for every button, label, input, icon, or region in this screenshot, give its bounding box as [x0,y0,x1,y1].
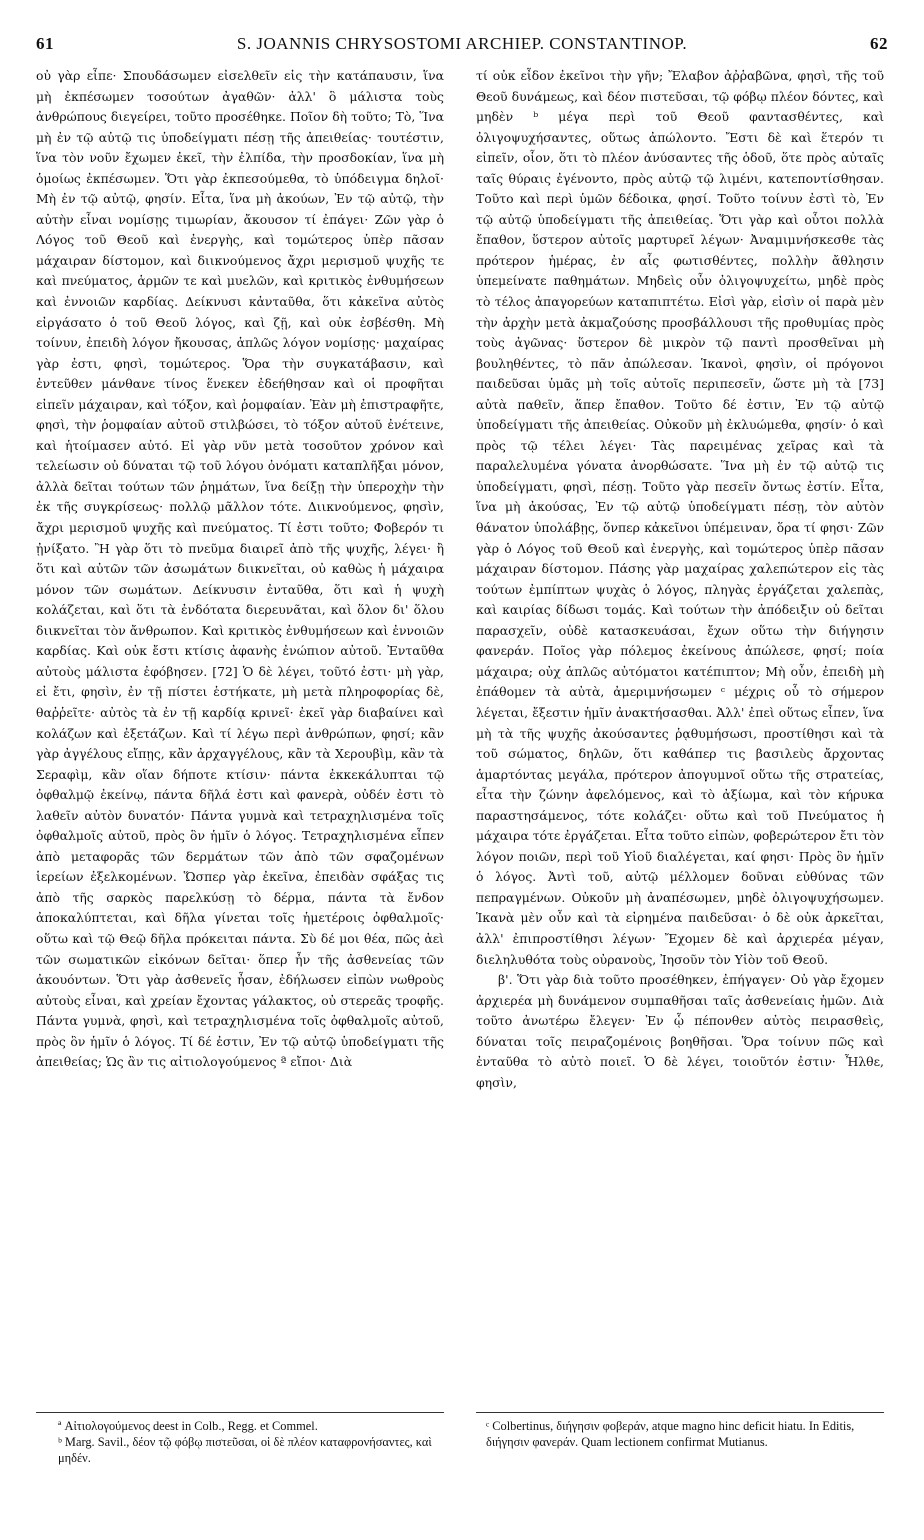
footnote-divider-right [476,1412,884,1413]
footnote-a: ª Αἰτιολογούμενος deest in Colb., Regg. et Commel. [58,1419,318,1433]
running-title: S. JOANNIS CHRYSOSTOMI ARCHIEP. CONSTANTINOP. [236,34,688,53]
right-column [476,66,884,1093]
footnote-c: ᶜ Colbertinus, διήγησιν φοβεράν, atque magno hinc deficit hiatu. In Editis, διήγησιν φανεράν. Quam lectionem confirmat Mutianus. [486,1419,855,1449]
page-number-right: 62 [870,34,888,53]
page-number-left: 61 [36,34,54,53]
footnotes-left [58,1418,448,1466]
footnote-b: ᵇ Marg. Savil., δέον τῷ φόβῳ πιστεῦσαι, οἱ δὲ πλέον καταφρονήσαντες, καὶ μηδέν. [58,1435,432,1465]
right-column-paragraph-2: β'. Ὅτι γὰρ διὰ τοῦτο προσέθηκεν, ἐπήγαγεν· Οὐ γὰρ ἔχομεν ἀρχιερέα μὴ δυνάμενον συμπαθῆσαι ταῖς ἀσθενείαις ἡμῶν. Διὰ τοῦτο ἀνωτέρω ἔλεγεν· Ἐν ᾧ πέπονθεν αὐτὸς πειρασθεὶς, δύναται τοῖς πειραζομένοις βοηθῆσαι. Ὅρα τοίνυν πῶς καὶ ἐνταῦθα τὸ αὐτὸ ποιεῖ. Ὁ δὲ λέγει, τοιοῦτόν ἐστιν· Ἦλθε, φησὶν, [476,972,884,1090]
left-column-paragraph-1: οὐ γὰρ εἶπε· Σπουδάσωμεν εἰσελθεῖν εἰς τὴν κατάπαυσιν, ἵνα μὴ ἐκπέσωμεν τοσούτων ἀγαθῶν· ἀλλ' ὃ μάλιστα τοὺς ἀνθρώπους διεγείρει, τοῦτο προσέθηκε. Ποῖον δὴ τοῦτο; Τὸ, Ἵνα μὴ ἐν τῷ αὐτῷ τις ὑποδείγματι πέσῃ τῆς ἀπειθείας· τουτέστιν, ἵνα τὸν νοῦν ἔχωμεν ἐκεῖ, τὴν ἐλπίδα, τὴν προσδοκίαν, ἵνα μὴ ὁμοίως ἐκπέσωμεν. Ὅτι γὰρ ἐκπεσούμεθα, τὸ ὑπόδειγμα δηλοῖ· Μὴ ἐν τῷ αὐτῷ, φησίν. Εἶτα, ἵνα μὴ ἀκούων, Ἐν τῷ αὐτῷ, τὴν αὐτὴν εἶναι νομίσῃς τιμωρίαν, ἄκουσον τί ἐπάγει· Ζῶν γὰρ ὁ Λόγος τοῦ Θεοῦ καὶ ἐνεργὴς, καὶ τομώτερος ὑπὲρ πᾶσαν μάχαιραν δίστομον, καὶ διικνούμενος ἄχρι μερισμοῦ ψυχῆς τε καὶ πνεύματος, ἁρμῶν τε καὶ μυελῶν, καὶ κριτικὸς ἐνθυμήσεων καὶ ἐννοιῶν καρδίας. Δείκνυσι κἀνταῦθα, ὅτι κἀκεῖνα αὐτὸς εἰργάσατο ὁ τοῦ Θεοῦ λόγος, καὶ ζῇ, καὶ οὐκ ἐσβέσθη. Μὴ τοίνυν, ἐπειδὴ λόγον ἤκουσας, ἁπλῶς λόγον νομίσῃς· μαχαίρας γὰρ ἐστι, φησὶ, τομώτερος. Ὅρα τὴν συγκατάβασιν, καὶ ἐντεῦθεν μάνθανε τίνος ἕνεκεν ἐδεήθησαν καὶ οἱ προφῆται εἰπεῖν μάχαιραν, καὶ τόξον, καὶ ῥομφαίαν. Ἐὰν μὴ ἐπιστραφῆτε, φησὶ, τὴν ῥομφαίαν αὐτοῦ στιλβώσει, τὸ τόξον αὐτοῦ ἐνέτεινε, καὶ ἡτοίμασεν αὐτό. Εἰ γὰρ νῦν μετὰ τοσοῦτον χρόνον καὶ τελείωσιν οὐ δύναται τῷ τοῦ λόγου ὀνόματι καταπλῆξαι μόνον, ἀλλὰ δεῖται τούτων τῶν ῥημάτων, ἵνα δείξῃ τὴν ὑπεροχὴν τὴν ἐκ τῆς συγκρίσεως· πολλῷ μᾶλλον τότε. Διικνούμενος, φησὶν, ἄχρι μερισμοῦ ψυχῆς καὶ πνεύματος. Τί ἐστι τοῦτο; Φοβερόν τι ᾐνίξατο. Ἢ γὰρ ὅτι τὸ πνεῦμα διαιρεῖ ἀπὸ τῆς ψυχῆς, λέγει· ἢ ὅτι καὶ αὐτῶν τῶν ἀσωμάτων διικνεῖται, οὐ καθὼς ἡ μάχαιρα μόνον τῶν σωμάτων. Δείκνυσιν ἐνταῦθα, ὅτι καὶ ἡ ψυχὴ κολάζεται, καὶ ὅτι τὰ ἐνδότατα διερευνᾶται, καὶ ὅλον δι' ὅλου διικνεῖται τὸν ἄνθρωπον. Καὶ κριτικὸς ἐνθυμήσεων καὶ ἐννοιῶν καρδίας. Καὶ οὐκ ἔστι κτίσις ἀφανὴς ἐνώπιον αὐτοῦ. Ἐνταῦθα αὐτοὺς μάλιστα ἐφόβησεν. [72] Ὁ δὲ λέγει, τοῦτό ἐστι· μὴ γὰρ, εἰ ἔτι, φησὶν, ἐν τῇ πίστει ἑστήκατε, μὴ μετὰ πληροφορίας δὲ, θαῤῥεῖτε· αὐτὸς τὰ ἐν τῇ καρδίᾳ κρινεῖ· ἐκεῖ γὰρ διαβαίνει καὶ κολάζων καὶ ἐξετάζων. Καὶ τί λέγω περὶ ἀνθρώπων, φησί; κἂν γὰρ ἀγγέλους εἴπῃς, κἂν ἀρχαγγέλους, κἂν τὰ Χερουβὶμ, κἂν τὰ Σεραφὶμ, κἂν οἵαν δήποτε κτίσιν· πάντα ἐκκεκάλυπται τῷ ὀφθαλμῷ ἐκείνῳ, πάντα δῆλά ἐστι καὶ φανερὰ, οὐδέν ἐστι τὸ λαθεῖν αὐτὸν δυνατόν· Πάντα γυμνὰ καὶ τετραχηλισμένα τοῖς ὀφθαλμοῖς αὐτοῦ, πρὸς ὃν ἡμῖν ὁ λόγος. Τετραχηλισμένα εἶπεν ἀπὸ μεταφορᾶς τῶν δερμάτων τῶν ἀπὸ τῶν σφαζομένων ἱερείων ἐξελκομένων. Ὥσπερ γὰρ ἐκεῖνα, ἐπειδὰν σφάξας τις ἀπὸ τῆς σαρκὸς παρελκύσῃ τὸ δέρμα, πάντα τὰ ἔνδον ἀποκαλύπτεται, καὶ δῆλα γίνεται τοῖς ἡμετέροις ὀφθαλμοῖς· οὕτω καὶ τῷ Θεῷ δῆλα πρόκειται πάντα. Σὺ δέ μοι θέα, πῶς ἀεὶ τῶν σωματικῶν εἰκόνων δεῖται· ὅπερ ἦν τῆς ἀσθενείας τῶν ἀκουόντων. Ὅτι γὰρ ἀσθενεῖς ἦσαν, ἐδήλωσεν εἰπὼν νωθροὺς αὐτοὺς εἶναι, καὶ χρείαν ἔχοντας γάλακτος, οὐ στερεᾶς τροφῆς. Πάντα γυμνὰ, φησὶ, καὶ τετραχηλισμένα τοῖς ὀφθαλμοῖς αὐτοῦ, πρὸς ὃν ἡμῖν ὁ λόγος. Τί δέ ἐστιν, Ἐν τῷ αὐτῷ ὑποδείγματι τῆς ἀπειθείας; Ὡς ἂν τις αἰτιολογούμενος ª εἴποι· Διὰ [36,68,444,1070]
footnotes-right [486,1418,886,1450]
running-header [36,34,888,58]
footnote-divider-left [36,1412,444,1413]
right-column-paragraph-1: τί οὐκ εἶδον ἐκεῖνοι τὴν γῆν; Ἔλαβον ἀῤῥαβῶνα, φησὶ, τῆς τοῦ Θεοῦ δυνάμεως, καὶ δέον πιστεῦσαι, τῷ φόβῳ πλέον δόντες, καὶ μηδὲν ᵇ μέγα περὶ τοῦ Θεοῦ φαντασθέντες, καὶ ὀλιγοψυχήσαντες, οὕτως ἀπώλοντο. Ἔστι δὲ καὶ ἕτερόν τι εἰπεῖν, οἷον, ὅτι τὸ πλέον ἀνύσαντες τῆς ὁδοῦ, ὅτε πρὸς αὐταῖς ταῖς θύραις ἐγένοντο, πρὸς αὐτῷ τῷ λιμένι, κατεποντίσθησαν. Τοῦτο καὶ περὶ ὑμῶν δέδοικα, φησί. Τοῦτο τοίνυν ἐστὶ τὸ, Ἐν τῷ αὐτῷ ὑποδείγματι τῆς ἀπειθείας. Ὅτι γὰρ καὶ οὗτοι πολλὰ ἔπαθον, ὕστερον αὐτοῖς μαρτυρεῖ λέγων· Ἀναμιμνήσκεσθε τὰς πρότερον ἡμέρας, ἐν αἷς φωτισθέντες, πολλὴν ἄθλησιν ὑπεμείνατε παθημάτων. Μηδεὶς οὖν ὀλιγοψυχείτω, μηδὲ πρὸς τὸ τέλος ἀπαγορεύων καταπιπτέτω. Εἰσὶ γὰρ, εἰσὶν οἱ παρὰ μὲν τὴν ἀρχὴν μετὰ ἀκμαζούσης προσβάλλουσι τῆς προθυμίας πρὸς τοὺς ἀγῶνας· ὕστερον δὲ μικρὸν τῷ παντὶ προσθεῖναι μὴ βουληθέντες, τὸ πᾶν ἀπώλεσαν. Ἱκανοὶ, φησὶν, οἱ πρόγονοι παιδεῦσαι ὑμᾶς μὴ τοῖς αὐτοῖς περιπεσεῖν, ὥστε μὴ τὰ [73] αὐτὰ παθεῖν, ἅπερ ἔπαθον. Τοῦτο δέ ἐστιν, Ἐν τῷ αὐτῷ ὑποδείγματι τῆς ἀπειθείας. Οὐκοῦν μὴ ἐκλυώμεθα, φησίν· ὁ καὶ πρὸς τῷ τέλει λέγει· Τὰς παρειμένας χεῖρας καὶ τὰ παραλελυμένα γόνατα ἀνορθώσατε. Ἵνα μὴ ἐν τῷ αὐτῷ τις ὑποδείγματι, φησὶ, πέσῃ. Τοῦτο γὰρ πεσεῖν ὄντως ἐστίν. Εἶτα, ἵνα μὴ ἀκούσας, Ἐν τῷ αὐτῷ ὑποδείγματι πέσῃ, τὸν αὐτὸν θάνατον ὑπολάβῃς, ὅνπερ κἀκεῖνοι ὑπέμειναν, ὅρα τί φησι· Ζῶν γὰρ ὁ Λόγος τοῦ Θεοῦ καὶ ἐνεργὴς, καὶ τομώτερος ὑπὲρ πᾶσαν μάχαιραν δίστομον. Πάσης γὰρ μαχαίρας χαλεπώτερον εἰς τὰς τούτων ἐμπίπτων ψυχὰς ὁ λόγος, πληγὰς ἐργάζεται χαλεπὰς, καὶ καιρίας δίδωσι τομάς. Καὶ τούτων τὴν ἀπόδειξιν οὐ δεῖται παρασχεῖν, οὐδὲ κατασκευάσαι, ἔχων οὕτω τὴν διήγησιν φανεράν. Ποῖος γὰρ πόλεμος ἐκείνους ἀπώλεσε, φησί; ποία μάχαιρα; οὐχ ἁπλῶς αὐτόματοι κατέπιπτον; Μὴ οὖν, ἐπειδὴ μὴ ἐπάθομεν τὰ αὐτὰ, ἀμεριμνήσωμεν ᶜ μέχρις οὗ τὸ σήμερον λέγεται, ἔξεστιν ἡμῖν ἀνακτήσασθαι. Ἀλλ' ἐπεὶ οὕτως εἶπεν, ἵνα μὴ τὰ τῆς ψυχῆς ἀκούσαντες ῥᾳθυμήσωσι, προστίθησι καὶ τὰ τοῦ σώματος, δηλῶν, ὅτι καθάπερ τις βασιλεὺς ἄρχοντας ἁμαρτόντας μεγάλα, πρότερον ἀπογυμνοῖ οὕτω τῆς στρατείας, εἶτα τὴν ζώνην ἀφελόμενος, καὶ τὸ ἀξίωμα, καὶ τὸν κήρυκα παραστησάμενος, τότε κολάζει· οὕτω καὶ τοῦ Πνεύματος ἡ μάχαιρα τότε ἐργάζεται. Εἶτα τοῦτο εἰπὼν, φοβερώτερον ἔτι τὸν λόγον ποιῶν, περὶ τοῦ Υἱοῦ διαλέγεται, καί φησι· Πρὸς ὃν ἡμῖν ὁ λόγος. Ἀντὶ τοῦ, αὐτῷ μέλλομεν δοῦναι εὐθύνας τῶν πεπραγμένων. Οὐκοῦν μὴ ἀναπέσωμεν, μηδὲ ὀλιγοψυχήσωμεν. Ἱκανὰ μὲν οὖν καὶ τὰ εἰρημένα παιδεῦσαι· ὁ δὲ οὐκ ἀρκεῖται, ἀλλ' ἐπιπροστίθησι λέγων· Ἔχομεν δὲ καὶ ἀρχιερέα μέγαν, διεληλυθότα τοὺς οὐρανοὺς, Ἰησοῦν τὸν Υἱὸν τοῦ Θεοῦ. [476,68,884,967]
left-column [36,66,444,1073]
